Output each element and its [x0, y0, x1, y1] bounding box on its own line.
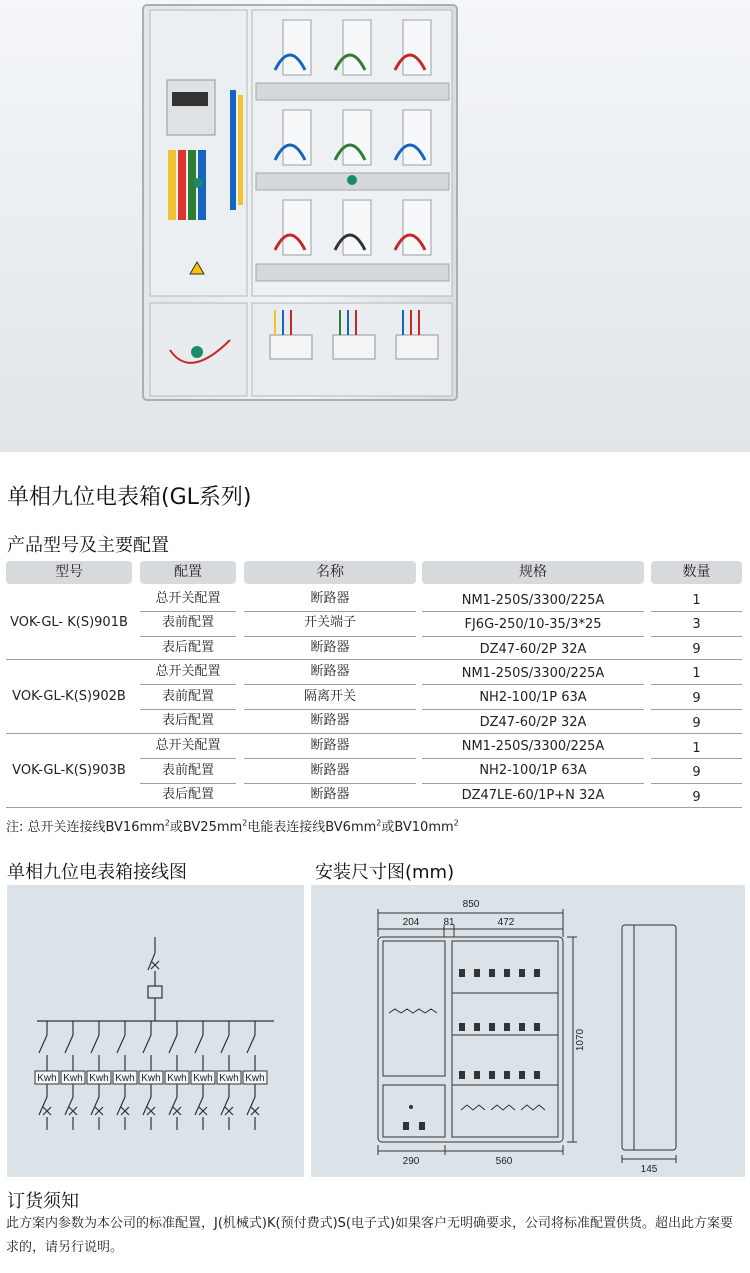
name-cell: 断路器: [310, 591, 350, 606]
name-cell: 断路器: [310, 738, 350, 753]
name-cell: 开关端子: [303, 615, 356, 630]
row-divider: [651, 611, 742, 612]
config-cell: 总开关配置: [155, 738, 221, 753]
dim-height: 1070: [575, 1028, 586, 1052]
name-cell: 隔离开关: [303, 689, 356, 704]
model-cell: VOK-GL- K(S)901B: [10, 615, 128, 630]
spec-cell: NM1-250S/3300/225A: [461, 666, 605, 681]
spec-cell: NM1-250S/3300/225A: [461, 593, 605, 608]
kwh-meter-label: Kwh: [193, 1073, 213, 1084]
spec-cell: DZ47LE-60/1P+N 32A: [461, 788, 605, 803]
spec-cell: DZ47-60/2P 32A: [479, 715, 587, 730]
spec-cell: NM1-250S/3300/225A: [461, 739, 605, 754]
row-divider: [651, 783, 742, 784]
qty-cell: 9: [692, 642, 701, 657]
wiring-diagram-title: 单相九位电表箱接线图: [7, 862, 187, 883]
dim-gap: 81: [443, 917, 455, 928]
kwh-meter-label: Kwh: [219, 1073, 239, 1084]
config-cell: 表后配置: [161, 787, 214, 802]
config-cell: 表后配置: [161, 713, 214, 728]
kwh-meter-label: Kwh: [89, 1073, 109, 1084]
kwh-meter-label: Kwh: [245, 1073, 265, 1084]
dimension-diagram-panel: [311, 885, 745, 1177]
header-qty: 数量: [651, 561, 742, 584]
dim-depth: 145: [640, 1164, 658, 1175]
product-photo: [0, 0, 750, 452]
wiring-diagram: [7, 885, 304, 1177]
dimension-diagram-title: 安装尺寸图(mm): [315, 862, 455, 883]
row-divider: [651, 636, 742, 637]
spec-cell: DZ47-60/2P 32A: [479, 642, 587, 657]
qty-cell: 1: [692, 593, 701, 608]
model-cell: VOK-GL-K(S)902B: [12, 689, 126, 704]
kwh-meter-label: Kwh: [141, 1073, 161, 1084]
row-divider: [422, 636, 644, 637]
config-cell: 表前配置: [161, 763, 214, 778]
row-divider: [651, 758, 742, 759]
order-title: 订货须知: [7, 1191, 79, 1212]
row-divider: [422, 611, 644, 612]
header-model: 型号: [6, 561, 132, 584]
spec-cell: NH2-100/1P 63A: [479, 763, 587, 778]
config-cell: 表前配置: [161, 615, 214, 630]
config-cell: 表后配置: [161, 640, 214, 655]
config-cell: 总开关配置: [155, 664, 221, 679]
kwh-meter-label: Kwh: [115, 1073, 135, 1084]
name-cell: 断路器: [310, 664, 350, 679]
row-divider: [651, 709, 742, 710]
qty-cell: 9: [692, 765, 701, 780]
qty-cell: 9: [692, 790, 701, 805]
name-cell: 断路器: [310, 787, 350, 802]
dim-right-width: 472: [497, 917, 515, 928]
qty-cell: 3: [692, 617, 701, 632]
dim-total-width: 850: [462, 899, 480, 910]
model-cell: VOK-GL-K(S)903B: [12, 763, 126, 778]
kwh-meter-label: Kwh: [167, 1073, 187, 1084]
qty-cell: 1: [692, 666, 701, 681]
name-cell: 断路器: [310, 713, 350, 728]
dimension-diagram: [311, 885, 745, 1177]
spec-cell: FJ6G-250/10-35/3*25: [464, 617, 602, 632]
kwh-meter-label: Kwh: [63, 1073, 83, 1084]
config-cell: 表前配置: [161, 689, 214, 704]
qty-cell: 9: [692, 716, 701, 731]
kwh-meter-label: Kwh: [37, 1073, 57, 1084]
table-bottom-rule: [6, 807, 742, 808]
wiring-diagram-panel: [7, 885, 304, 1177]
row-divider: [422, 709, 644, 710]
product-section-title: 产品型号及主要配置: [7, 535, 169, 556]
config-cell: 总开关配置: [155, 591, 221, 606]
header-name: 名称: [244, 561, 416, 584]
qty-cell: 1: [692, 741, 701, 756]
row-divider: [422, 684, 644, 685]
order-text: 此方案内参数为本公司的标准配置，J(机械式)K(预付费式)S(电子式)如果客户无明确要求，公司将标准配置供货。超出此方案要求的，请另行说明。: [6, 1216, 734, 1255]
dim-bottom-left: 290: [402, 1156, 420, 1167]
dim-left-width: 204: [402, 917, 420, 928]
wiring-note: 注: 总开关连接线$BV16mm^2$或$BV25mm^2$电能表连接线$BV6mm^2$或$BV10mm^2$: [6, 818, 459, 835]
meter-box-image: [0, 0, 750, 452]
row-divider: [651, 684, 742, 685]
name-cell: 断路器: [310, 763, 350, 778]
page-title: 单相九位电表箱(GL系列): [7, 485, 252, 510]
header-config: 配置: [140, 561, 236, 584]
header-spec: 规格: [422, 561, 644, 584]
qty-cell: 9: [692, 691, 701, 706]
dim-bottom-right: 560: [495, 1156, 513, 1167]
name-cell: 断路器: [310, 640, 350, 655]
spec-cell: NH2-100/1P 63A: [479, 690, 587, 705]
